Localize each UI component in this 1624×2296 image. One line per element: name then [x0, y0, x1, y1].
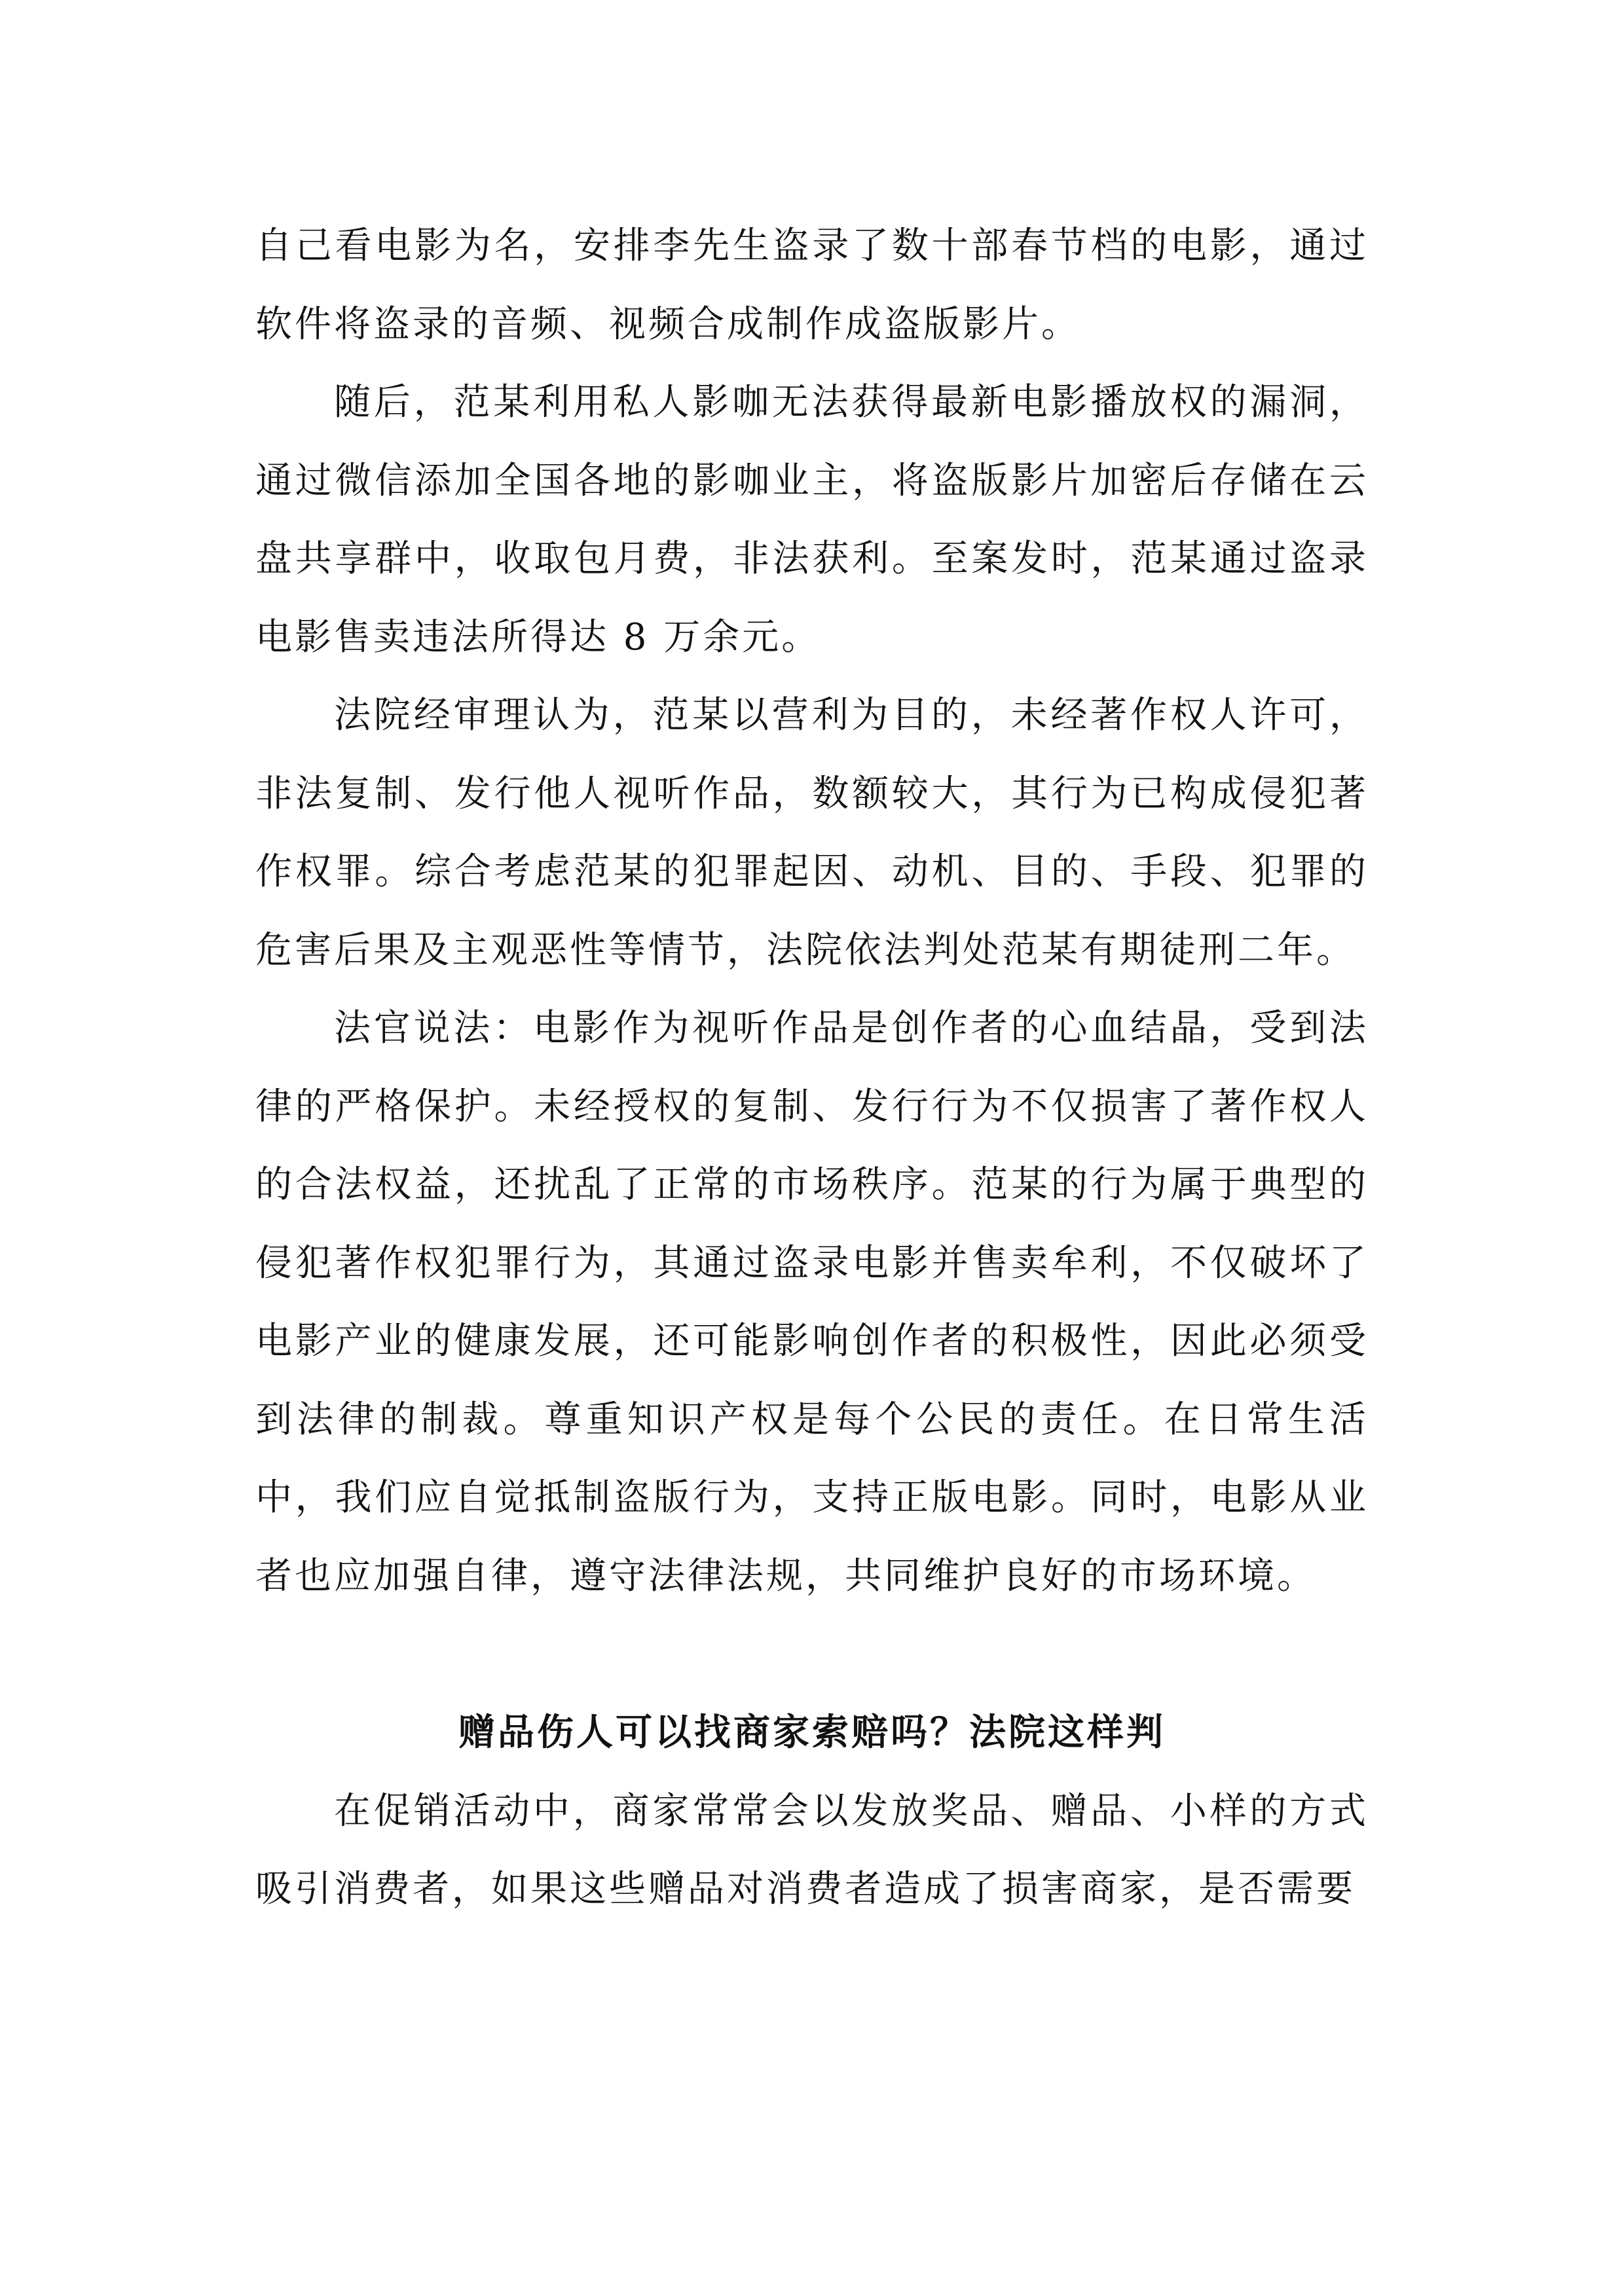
section-title: 赠品伤人可以找商家索赔吗？法院这样判: [458, 1711, 1166, 1754]
paragraph-gift-intro: 在促销活动中，商家常常会以发放奖品、赠品、小样的方式吸引消费者，如果这些赠品对消费者造成了损害商家，是否需要: [255, 1789, 1369, 1910]
paragraph-continuation: 自己看电影为名，安排李先生盗录了数十部春节档的电影，通过软件将盗录的音频、视频合成制作成盗版影片。: [255, 225, 1369, 346]
paragraph-profit-scheme: 随后，范某利用私人影咖无法获得最新电影播放权的漏洞，通过微信添加全国各地的影咖业主，将盗版影片加密后存储在云盘共享群中，收取包月费，非法获利。至案发时，范某通过盗录电影售卖违法所得达 8 万余元。: [255, 381, 1369, 659]
paragraph-judge-commentary: 法官说法：电影作为视听作品是创作者的心血结晶，受到法律的严格保护。未经授权的复制、发行行为不仅损害了著作权人的合法权益，还扰乱了正常的市场秩序。范某的行为属于典型的侵犯著作权犯罪行为，其通过盗录电影并售卖牟利，不仅破坏了电影产业的健康发展，还可能影响创作者的积极性，因此必须受到法律的制裁。尊重知识产权是每个公民的责任。在日常生活中，我们应自觉抵制盗版行为，支持正版电影。同时，电影从业者也应加强自律，遵守法律法规，共同维护良好的市场环境。: [255, 1007, 1369, 1597]
paragraph-court-ruling: 法院经审理认为，范某以营利为目的，未经著作权人许可，非法复制、发行他人视听作品，数额较大，其行为已构成侵犯著作权罪。综合考虑范某的犯罪起因、动机、目的、手段、犯罪的危害后果及主观恶性等情节，法院依法判处范某有期徒刑二年。: [255, 694, 1369, 972]
document-body: [255, 207, 1369, 1929]
section-spacer: [255, 1615, 1369, 1694]
